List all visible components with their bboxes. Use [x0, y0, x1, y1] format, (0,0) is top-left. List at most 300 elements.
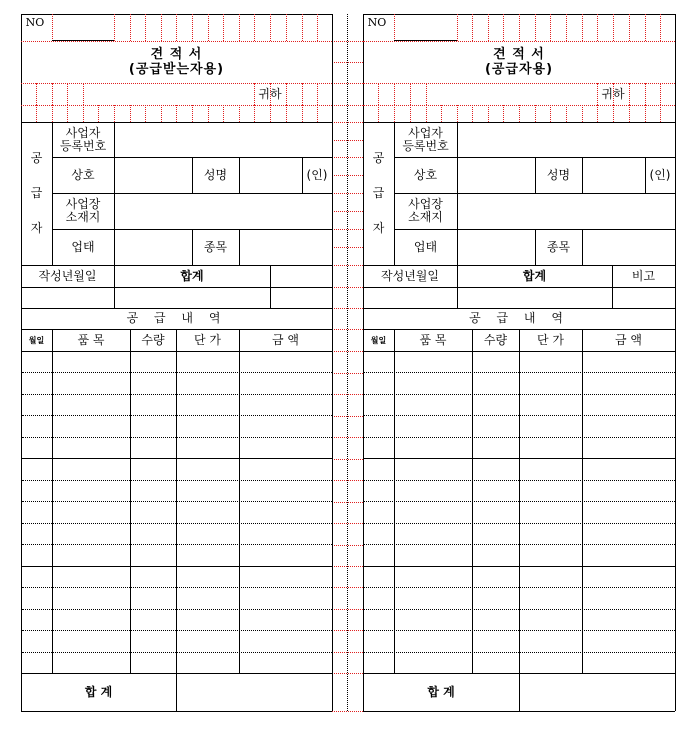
- guide-line: [130, 105, 131, 122]
- col-unit-price-cell[interactable]: [177, 631, 239, 651]
- guide-line: [332, 523, 363, 524]
- col-item-cell[interactable]: [53, 416, 130, 436]
- business-item-label: 종목: [203, 239, 228, 254]
- col-qty-cell[interactable]: [131, 524, 176, 544]
- col-amount-cell[interactable]: [240, 653, 332, 673]
- address-field[interactable]: [114, 193, 332, 229]
- col-date-cell[interactable]: [364, 588, 394, 608]
- col-amount-cell[interactable]: [583, 373, 675, 393]
- guide-line: [332, 105, 363, 106]
- guide-line: [660, 14, 661, 41]
- guide-line: [161, 14, 162, 41]
- col-qty-cell[interactable]: [473, 459, 519, 479]
- document-title: [363, 45, 675, 79]
- guide-line: [332, 122, 363, 123]
- col-item-cell[interactable]: [53, 653, 130, 673]
- col-item-cell[interactable]: [395, 610, 472, 630]
- supplier-label: [21, 122, 52, 265]
- guide-line: [192, 105, 193, 122]
- col-qty-cell[interactable]: [131, 588, 176, 608]
- business-reg-no-field[interactable]: [457, 122, 675, 157]
- col-amount-cell[interactable]: [240, 352, 332, 372]
- date-field[interactable]: [363, 287, 457, 308]
- guide-line: [332, 673, 363, 674]
- col-unit-price-cell[interactable]: [520, 395, 582, 415]
- business-reg-no-field[interactable]: [114, 122, 332, 157]
- guide-line: [394, 83, 395, 105]
- col-qty-cell[interactable]: [131, 631, 176, 651]
- col-date-cell[interactable]: [22, 524, 52, 544]
- guide-line: [660, 83, 661, 105]
- col-item-cell[interactable]: [53, 502, 130, 522]
- col-date-cell[interactable]: [364, 395, 394, 415]
- guide-line: [21, 41, 332, 42]
- business-item-field[interactable]: [582, 229, 675, 265]
- guide-line: [270, 14, 271, 41]
- col-item-cell[interactable]: [53, 459, 130, 479]
- col-item-cell[interactable]: [53, 588, 130, 608]
- fold-line: [347, 14, 348, 711]
- guide-line: [332, 41, 363, 42]
- supplier-label-char: 급: [30, 186, 43, 200]
- col-unit-price-cell[interactable]: [177, 481, 239, 501]
- guide-line: [597, 14, 598, 41]
- guide-line: [332, 157, 363, 158]
- col-unit-price-cell[interactable]: [177, 653, 239, 673]
- guide-line: [332, 287, 363, 288]
- no-input[interactable]: [52, 15, 114, 40]
- guide-line: [472, 14, 473, 41]
- guide-line: [302, 14, 303, 41]
- col-qty-header: 수량: [483, 332, 508, 347]
- col-amount-cell[interactable]: [240, 481, 332, 501]
- col-unit-price-cell[interactable]: [177, 588, 239, 608]
- guide-line: [176, 14, 177, 41]
- col-date-cell[interactable]: [364, 459, 394, 479]
- remarks-field[interactable]: [612, 287, 675, 308]
- guide-line: [223, 105, 224, 122]
- guide-line: [114, 105, 115, 122]
- col-item-cell[interactable]: [395, 416, 472, 436]
- col-item-cell[interactable]: [395, 524, 472, 544]
- col-unit-price-cell[interactable]: [520, 631, 582, 651]
- col-date-cell[interactable]: [22, 502, 52, 522]
- col-date-cell[interactable]: [22, 567, 52, 587]
- col-unit-price-cell[interactable]: [177, 395, 239, 415]
- col-amount-cell[interactable]: [240, 438, 332, 458]
- col-amount-cell[interactable]: [240, 459, 332, 479]
- col-amount-cell[interactable]: [583, 567, 675, 587]
- no-input[interactable]: [394, 15, 457, 40]
- col-qty-cell[interactable]: [473, 567, 519, 587]
- col-amount-cell[interactable]: [583, 395, 675, 415]
- col-unit-price-cell[interactable]: [520, 438, 582, 458]
- guide-line: [582, 105, 583, 122]
- business-type-label: 업태: [71, 239, 95, 254]
- business-reg-no-label-line: 등록번호: [402, 138, 449, 153]
- col-amount-cell[interactable]: [240, 416, 332, 436]
- col-qty-cell[interactable]: [131, 653, 176, 673]
- col-unit-price-cell[interactable]: [520, 481, 582, 501]
- col-amount-cell[interactable]: [240, 610, 332, 630]
- col-unit-price-cell[interactable]: [520, 459, 582, 479]
- col-unit-price-cell[interactable]: [520, 545, 582, 565]
- supplier-label-char: 공: [372, 151, 385, 165]
- business-reg-no-label-line: 등록번호: [59, 138, 107, 153]
- col-qty-cell[interactable]: [473, 481, 519, 501]
- col-item-cell[interactable]: [395, 588, 472, 608]
- col-date-cell[interactable]: [22, 459, 52, 479]
- col-qty-cell[interactable]: [473, 653, 519, 673]
- col-date-cell[interactable]: [364, 352, 394, 372]
- guide-line: [286, 83, 287, 105]
- col-unit-price-cell[interactable]: [520, 610, 582, 630]
- total-field[interactable]: [114, 287, 270, 308]
- guide-line: [441, 105, 442, 122]
- no-dot: [365, 28, 373, 40]
- guide-line: [332, 175, 363, 176]
- address-label-line: 사업장: [65, 197, 101, 211]
- guide-line: [410, 105, 411, 122]
- col-item-cell[interactable]: [395, 653, 472, 673]
- guide-line: [52, 105, 53, 122]
- col-item-cell[interactable]: [395, 631, 472, 651]
- col-amount-cell[interactable]: [583, 352, 675, 372]
- col-qty-cell[interactable]: [131, 502, 176, 522]
- guide-line: [645, 14, 646, 41]
- business-type-label: 업태: [413, 239, 438, 254]
- guide-line: [239, 14, 240, 41]
- representative-label: 성명: [203, 167, 228, 182]
- supplier-label-char: 자: [372, 221, 385, 235]
- col-amount-cell[interactable]: [583, 653, 675, 673]
- address-field[interactable]: [457, 193, 675, 229]
- col-unit-price-cell[interactable]: [520, 567, 582, 587]
- col-item-cell[interactable]: [53, 545, 130, 565]
- col-date-cell[interactable]: [22, 588, 52, 608]
- col-date-header: 월일: [370, 335, 387, 345]
- col-date-cell[interactable]: [22, 395, 52, 415]
- subtitle-text: (공급자용): [484, 62, 554, 77]
- col-amount-cell[interactable]: [240, 395, 332, 415]
- date-label: 작성년월일: [38, 268, 97, 283]
- col-unit-price-cell[interactable]: [520, 416, 582, 436]
- col-date-cell[interactable]: [22, 416, 52, 436]
- col-date-cell[interactable]: [364, 416, 394, 436]
- supplier-label-char: 자: [30, 221, 43, 235]
- guide-line: [503, 14, 504, 41]
- guide-line: [519, 105, 520, 122]
- col-unit-price-cell[interactable]: [520, 653, 582, 673]
- guide-line: [332, 229, 363, 230]
- guide-line: [629, 14, 630, 41]
- col-amount-cell[interactable]: [240, 567, 332, 587]
- col-item-cell[interactable]: [395, 438, 472, 458]
- col-qty-cell[interactable]: [473, 416, 519, 436]
- guide-line: [332, 193, 363, 194]
- col-qty-cell[interactable]: [473, 610, 519, 630]
- col-qty-cell[interactable]: [473, 524, 519, 544]
- col-date-cell[interactable]: [22, 438, 52, 458]
- guide-line: [286, 105, 287, 122]
- col-unit-price-cell[interactable]: [177, 545, 239, 565]
- col-date-cell[interactable]: [364, 567, 394, 587]
- company-name-label: 상호: [71, 167, 95, 182]
- col-amount-cell[interactable]: [240, 545, 332, 565]
- col-amount-cell[interactable]: [583, 438, 675, 458]
- col-unit-price-cell[interactable]: [520, 524, 582, 544]
- representative-field[interactable]: [582, 157, 645, 193]
- guide-line: [332, 502, 363, 503]
- col-amount-header: 금 액: [615, 332, 642, 347]
- guide-line: [52, 83, 53, 105]
- col-unit-price-cell[interactable]: [520, 352, 582, 372]
- col-unit-price-cell[interactable]: [177, 502, 239, 522]
- guide-line: [98, 105, 99, 122]
- guide-line: [332, 329, 363, 330]
- col-date-cell[interactable]: [364, 438, 394, 458]
- guide-line: [332, 394, 363, 395]
- subtitle-text: (공급받는자용): [128, 62, 225, 77]
- guide-line: [332, 545, 363, 546]
- guide-line: [582, 14, 583, 41]
- guide-line: [332, 351, 363, 352]
- guide-line: [332, 566, 363, 567]
- col-item-cell[interactable]: [53, 567, 130, 587]
- business-item-field[interactable]: [239, 229, 332, 265]
- col-item-cell[interactable]: [53, 352, 130, 372]
- guide-line: [145, 14, 146, 41]
- col-amount-cell[interactable]: [240, 373, 332, 393]
- col-qty-cell[interactable]: [473, 438, 519, 458]
- col-item-cell[interactable]: [395, 459, 472, 479]
- total-label: 합계: [180, 268, 204, 283]
- col-qty-cell[interactable]: [131, 373, 176, 393]
- business-reg-no-label-line: 사업자: [65, 125, 101, 140]
- seal-label: (인): [649, 167, 671, 182]
- address-label: [52, 193, 114, 229]
- guide-line: [208, 105, 209, 122]
- col-qty-cell[interactable]: [473, 373, 519, 393]
- business-item-label: 종목: [546, 239, 571, 254]
- col-unit-price-cell[interactable]: [177, 459, 239, 479]
- col-item-cell[interactable]: [53, 438, 130, 458]
- supplier-label: [363, 122, 394, 265]
- grand-total-field[interactable]: [519, 673, 675, 711]
- guide-line: [332, 630, 363, 631]
- company-name-field[interactable]: [114, 157, 192, 193]
- col-amount-cell[interactable]: [240, 631, 332, 651]
- col-date-cell[interactable]: [22, 481, 52, 501]
- grand-total-field[interactable]: [176, 673, 332, 711]
- total-field[interactable]: [457, 287, 612, 308]
- col-date-cell[interactable]: [22, 631, 52, 651]
- col-amount-cell[interactable]: [583, 502, 675, 522]
- col-unit-price-cell[interactable]: [177, 438, 239, 458]
- col-unit-price-cell[interactable]: [177, 567, 239, 587]
- guide-line: [535, 14, 536, 41]
- col-date-cell[interactable]: [22, 373, 52, 393]
- col-item-cell[interactable]: [53, 610, 130, 630]
- representative-label: 성명: [546, 167, 571, 182]
- guide-line: [161, 105, 162, 122]
- remarks-label: 비고: [631, 268, 656, 283]
- col-date-cell[interactable]: [22, 653, 52, 673]
- col-unit-price-cell[interactable]: [177, 352, 239, 372]
- date-field[interactable]: [21, 287, 114, 308]
- guide-line: [332, 480, 363, 481]
- guide-line: [302, 83, 303, 105]
- col-unit-price-cell[interactable]: [177, 610, 239, 630]
- col-qty-cell[interactable]: [131, 416, 176, 436]
- guide-line: [332, 140, 363, 141]
- col-date-cell[interactable]: [22, 610, 52, 630]
- col-amount-cell[interactable]: [583, 481, 675, 501]
- guide-line: [426, 105, 427, 122]
- guide-line: [36, 83, 37, 105]
- col-date-cell[interactable]: [364, 631, 394, 651]
- guide-line: [597, 105, 598, 122]
- col-date-header: 월일: [28, 335, 45, 345]
- col-amount-cell[interactable]: [240, 524, 332, 544]
- recipient-suffix: 귀하: [601, 86, 625, 101]
- guide-line: [332, 83, 363, 84]
- guide-line: [317, 14, 318, 41]
- col-qty-cell[interactable]: [131, 438, 176, 458]
- col-qty-cell[interactable]: [131, 395, 176, 415]
- address-label-line: 소재지: [65, 210, 101, 224]
- col-amount-cell[interactable]: [240, 588, 332, 608]
- guide-line: [363, 41, 675, 42]
- col-amount-cell[interactable]: [583, 459, 675, 479]
- form-border-right: [675, 14, 676, 711]
- col-item-cell[interactable]: [53, 395, 130, 415]
- col-item-cell[interactable]: [53, 481, 130, 501]
- col-date-cell[interactable]: [364, 524, 394, 544]
- col-qty-cell[interactable]: [131, 610, 176, 630]
- col-date-cell[interactable]: [364, 502, 394, 522]
- seal-label: (인): [306, 167, 328, 182]
- col-date-cell[interactable]: [22, 545, 52, 565]
- col-qty-cell[interactable]: [131, 352, 176, 372]
- col-amount-cell[interactable]: [240, 502, 332, 522]
- col-item-cell[interactable]: [53, 631, 130, 651]
- guide-line: [645, 105, 646, 122]
- col-unit-price-cell[interactable]: [177, 416, 239, 436]
- col-item-cell[interactable]: [395, 481, 472, 501]
- guide-line: [36, 105, 37, 122]
- guide-line: [332, 373, 363, 374]
- form-border-bottom: [363, 711, 675, 712]
- col-amount-cell[interactable]: [583, 610, 675, 630]
- col-qty-cell[interactable]: [131, 545, 176, 565]
- supplier-label-char: 급: [372, 186, 385, 200]
- col-date-cell[interactable]: [364, 610, 394, 630]
- col-amount-cell[interactable]: [583, 416, 675, 436]
- col-amount-cell[interactable]: [583, 588, 675, 608]
- recipient-input[interactable]: [426, 83, 597, 105]
- col-item-cell[interactable]: [53, 373, 130, 393]
- representative-field[interactable]: [239, 157, 302, 193]
- recipient-input[interactable]: [83, 83, 254, 105]
- guide-line: [457, 105, 458, 122]
- guide-line: [332, 587, 363, 588]
- col-qty-cell[interactable]: [473, 502, 519, 522]
- col-item-cell[interactable]: [395, 545, 472, 565]
- col-qty-cell[interactable]: [473, 588, 519, 608]
- guide-line: [394, 105, 395, 122]
- col-date-cell[interactable]: [364, 481, 394, 501]
- col-unit-price-header: 단 가: [537, 332, 564, 347]
- col-unit-price-cell[interactable]: [177, 373, 239, 393]
- col-item-cell[interactable]: [395, 567, 472, 587]
- guide-line: [488, 105, 489, 122]
- col-qty-cell[interactable]: [131, 481, 176, 501]
- col-amount-cell[interactable]: [583, 631, 675, 651]
- col-item-cell[interactable]: [395, 502, 472, 522]
- title-text: 견 적 서: [150, 47, 203, 62]
- business-reg-no-label-line: 사업자: [408, 125, 443, 140]
- col-date-cell[interactable]: [364, 373, 394, 393]
- business-reg-no-label: [52, 122, 114, 157]
- col-qty-cell[interactable]: [473, 395, 519, 415]
- remarks-field[interactable]: [270, 287, 332, 308]
- business-type-field[interactable]: [114, 229, 192, 265]
- col-amount-cell[interactable]: [583, 545, 675, 565]
- col-amount-cell[interactable]: [583, 524, 675, 544]
- col-qty-cell[interactable]: [473, 545, 519, 565]
- col-qty-cell[interactable]: [131, 459, 176, 479]
- no-underline: [52, 40, 114, 41]
- col-date-cell[interactable]: [22, 352, 52, 372]
- company-name-field[interactable]: [457, 157, 535, 193]
- form-border-bottom: [21, 711, 332, 712]
- guide-line: [645, 83, 646, 105]
- guide-line: [286, 14, 287, 41]
- guide-line: [629, 105, 630, 122]
- remarks-label: [270, 265, 332, 287]
- guide-line: [550, 14, 551, 41]
- col-unit-price-cell[interactable]: [520, 588, 582, 608]
- col-qty-cell[interactable]: [473, 352, 519, 372]
- col-date-cell[interactable]: [364, 653, 394, 673]
- address-label-line: 사업장: [408, 197, 443, 211]
- recipient-suffix: 귀하: [258, 86, 282, 101]
- business-reg-no-label: [394, 122, 457, 157]
- guide-line: [317, 105, 318, 122]
- col-item-cell[interactable]: [395, 373, 472, 393]
- guide-line: [472, 105, 473, 122]
- col-item-cell[interactable]: [395, 395, 472, 415]
- company-name-label: 상호: [413, 167, 438, 182]
- guide-line: [457, 14, 458, 41]
- address-label: [394, 193, 457, 229]
- col-item-cell[interactable]: [395, 352, 472, 372]
- col-unit-price-cell[interactable]: [520, 502, 582, 522]
- col-unit-price-cell[interactable]: [177, 524, 239, 544]
- col-unit-price-cell[interactable]: [520, 373, 582, 393]
- business-type-field[interactable]: [457, 229, 535, 265]
- col-qty-cell[interactable]: [473, 631, 519, 651]
- guide-line: [332, 437, 363, 438]
- grand-total-label: 합 계: [427, 684, 455, 699]
- guide-line: [239, 105, 240, 122]
- col-item-header: 품 목: [419, 332, 447, 347]
- col-qty-cell[interactable]: [131, 567, 176, 587]
- guide-line: [378, 83, 379, 105]
- col-date-cell[interactable]: [364, 545, 394, 565]
- col-item-cell[interactable]: [53, 524, 130, 544]
